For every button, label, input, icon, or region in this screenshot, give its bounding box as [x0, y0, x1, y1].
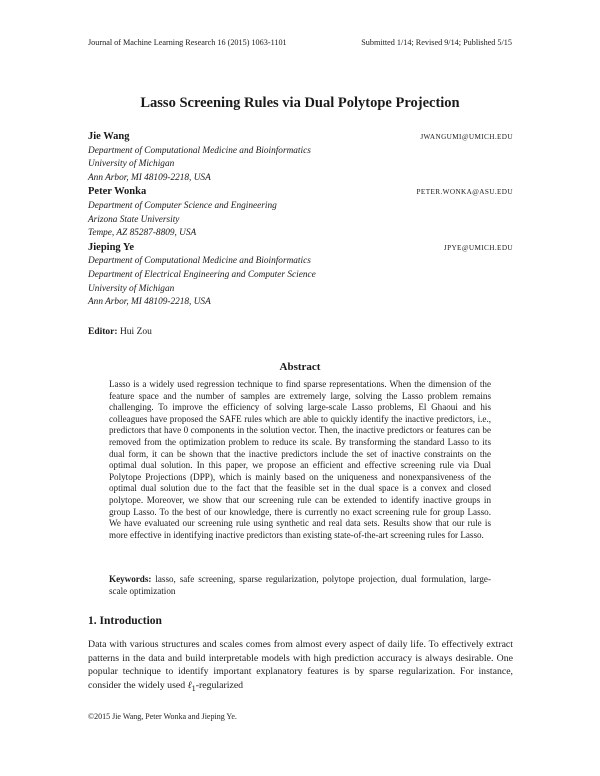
affiliation-line: Department of Electrical Engineering and Computer Science — [88, 269, 316, 280]
affiliation-line: Department of Computational Medicine and Bioinformatics — [88, 145, 311, 156]
author-email[interactable]: JPYE@UMICH.EDU — [443, 243, 513, 252]
ell-subscript: 1 — [191, 684, 196, 694]
journal-citation: Journal of Machine Learning Research 16 (2015) 1063-1101 — [88, 38, 287, 47]
author-name: Jie Wang — [88, 131, 130, 142]
intro-paragraph — [88, 638, 513, 696]
author-entry — [88, 130, 513, 185]
intro-text: Data with various structures and scales comes from almost every aspect of daily life. To effectively extract patterns in the data and build interpretable models with high prediction accuracy is always desirable. One popular technique to identify important explanatory features is by sparse regularization. For instance, consider the widely used — [88, 639, 513, 692]
abstract-heading: Abstract — [279, 361, 321, 373]
paper-title: Lasso Screening Rules via Dual Polytope Projection — [140, 95, 460, 111]
affiliation-line: Ann Arbor, MI 48109-2218, USA — [88, 172, 211, 183]
author-name: Peter Wonka — [88, 186, 147, 198]
copyright-footer: ©2015 Jie Wang, Peter Wonka and Jieping Ye. — [88, 712, 237, 721]
intro-text-tail: -regularized — [195, 680, 244, 692]
author-entry — [88, 241, 513, 310]
editor-name: Hui Zou — [119, 327, 152, 337]
affiliation-line: Department of Computer Science and Engineering — [88, 200, 277, 211]
affiliation-line: Tempe, AZ 85287-8809, USA — [88, 228, 197, 239]
author-email[interactable]: PETER.WONKA@ASU.EDU — [416, 188, 513, 197]
keywords-text: lasso, safe screening, sparse regularization, polytope projection, dual formulation, large-scale optimization — [109, 574, 491, 596]
keywords-line — [109, 574, 491, 597]
author-entry — [88, 185, 513, 240]
keywords-label: Keywords: — [109, 574, 152, 584]
affiliation-line: Ann Arbor, MI 48109-2218, USA — [88, 297, 211, 308]
section-heading: 1. Introduction — [88, 615, 162, 627]
editor-line — [88, 327, 152, 337]
author-email[interactable]: JWANGUMI@UMICH.EDU — [420, 133, 513, 141]
ell-symbol: ℓ — [187, 680, 192, 692]
abstract-text: Lasso is a widely used regression technique to find sparse representations. When the dimension of the feature space and the number of samples are extremely large, solving the Lasso problem remains challenging. To improve the efficiency of solving large-scale Lasso problems, El Ghaoui and his colleagues have proposed the SAFE rules which are able to quickly identify the inactive predictors, i.e., predictors that have 0 components in the solution vector. Then, the inactive predictors or features can be removed from the optimization problem to reduce its scale. By transforming the standard Lasso to its dual form, it can be shown that the inactive predictors include the set of inactive constraints on the optimal dual solution. In this paper, we propose an efficient and effective screening rule via Dual Polytope Projections (DPP), which is mainly based on the uniqueness and nonexpansiveness of the optimal dual solution due to the fact that the feasible set in the dual space is a convex and closed polytope. Moreover, we show that our screening rule can be extended to identify inactive groups in group Lasso. To the best of our knowledge, there is currently no exact screening rule for group Lasso. We have evaluated our screening rule using synthetic and real data sets. Results show that our rule is more effective in identifying inactive predictors than existing state-of-the-art screening rules for Lasso. — [109, 379, 491, 540]
submission-dates: Submitted 1/14; Revised 9/14; Published 5/15 — [361, 38, 512, 47]
editor-label: Editor: — [88, 327, 118, 337]
affiliation-line: University of Michigan — [88, 283, 175, 294]
affiliation-line: Department of Computational Medicine and Bioinformatics — [88, 256, 311, 267]
author-name: Jieping Ye — [88, 241, 134, 253]
running-header — [88, 38, 512, 47]
affiliation-line: University of Michigan — [88, 159, 175, 170]
affiliation-line: Arizona State University — [88, 214, 180, 225]
author-block — [88, 130, 513, 310]
